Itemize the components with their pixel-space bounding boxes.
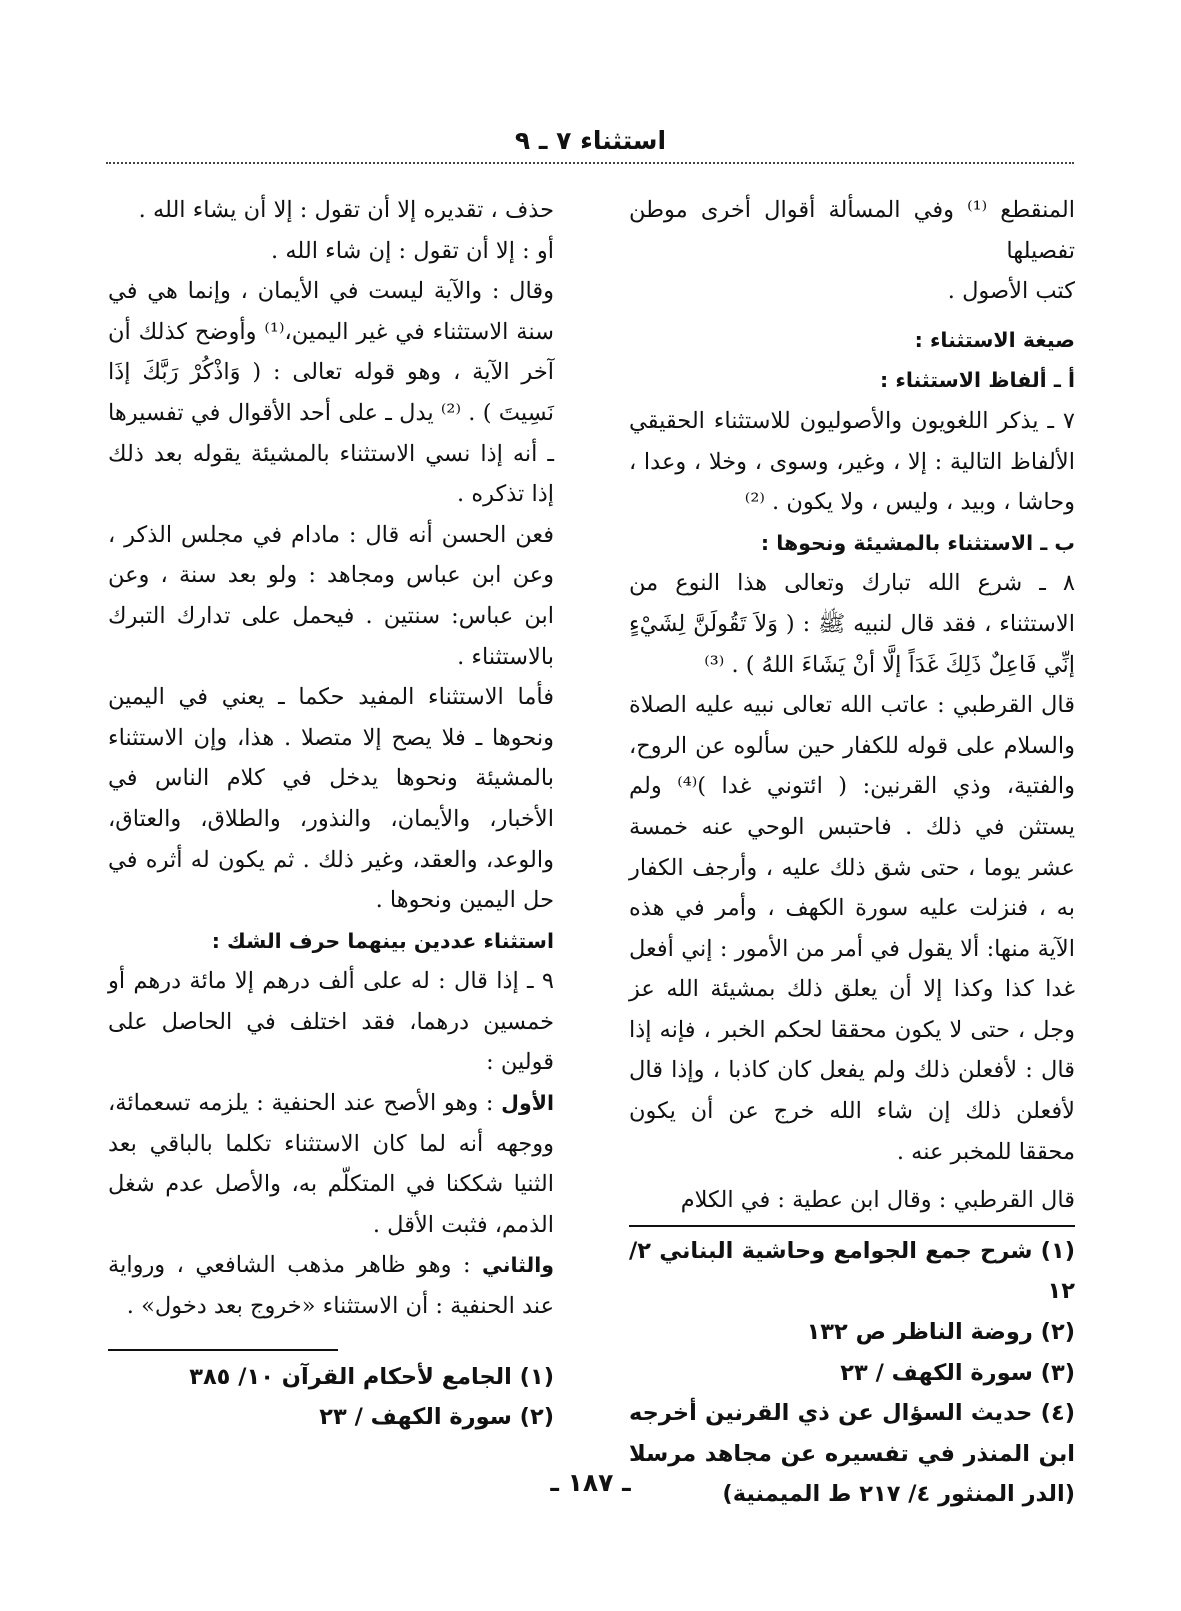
paragraph-text: : وهو الأصح عند الحنفية : يلزمه تسعمائة، ووجهه أنه لما كان الاستثناء تكلما بالباقي بعد الثنيا شككنا في المتكلّم به، والأصل عدم شغل الذمم، فثبت الأقل .	[108, 1090, 554, 1238]
header-dotted-rule	[106, 162, 1074, 164]
section-heading: استثناء عددين بينهما حرف الشك :	[211, 928, 554, 953]
paragraph: أو : إلا أن تقول : إن شاء الله .	[271, 237, 554, 264]
paragraph: كتب الأصول .	[947, 278, 1075, 305]
footnote-rule	[108, 1349, 338, 1351]
paragraph	[108, 1245, 554, 1326]
right-column	[629, 190, 1075, 1515]
paragraph: ٨ ـ شرع الله تبارك وتعالى هذا النوع من الاستثناء ، فقد قال لنبيه ﷺ : ( وَلاَ تَقُولَنَّ لِشَيْءٍ إنِّي فَاعِلٌ ذَلِكَ غَدَاً إلَّا أنْ يَشَاءَ اللهُ ) . ⁽³⁾	[629, 570, 1075, 678]
running-header: استثناء ٧ ـ ٩	[514, 126, 667, 155]
footnote: (١) الجامع لأحكام القرآن ١٠/ ٣٨٥	[189, 1363, 554, 1390]
paragraph: قال القرطبي : عاتب الله تعالى نبيه عليه الصلاة والسلام على قوله للكفار حين سألوه عن الروح، والفتية، وذي القرنين: ( ائتوني غدا )⁽⁴⁾ ولم يستثن في ذلك . فاحتبس الوحي عنه خمسة عشر يوما ، حتى شق ذلك عليه ، وأرجف الكفار به ، فنزلت عليه سورة الكهف ، وأمر في هذه الآية منها: ألا يقول في أمر من الأمور : إني أفعل غدا كذا وكذا إلا أن يعلق ذلك بمشيئة الله عز وجل ، حتى لا يكون محققا لحكم الخبر ، فإنه إذا قال : لأفعلن ذلك ولم يفعل كان كاذبا ، وإذا قال لأفعلن ذلك إن شاء الله خرج عن أن يكون محققا للمخبر عنه .	[629, 692, 1075, 1165]
paragraph: فعن الحسن أنه قال : مادام في مجلس الذكر ، وعن ابن عباس ومجاهد : ولو بعد سنة ، وعن ابن عباس: سنتين . فيحمل على تدارك التبرك بالاستثناء .	[108, 521, 554, 670]
footnote: (٣) سورة الكهف / ٢٣	[840, 1359, 1075, 1386]
paragraph: ٧ ـ يذكر اللغويون والأصوليون للاستثناء الحقيقي الألفاظ التالية : إلا ، وغير، وسوى ، وخلا ، وعدا ، وحاشا ، وبيد ، وليس ، ولا يكون . ⁽²⁾	[629, 407, 1075, 516]
page-number: ـ ١٨٧ ـ	[550, 1468, 631, 1497]
paragraph: حذف ، تقديره إلا أن تقول : إلا أن يشاء الله .	[138, 197, 554, 223]
paragraph-text: : وهو ظاهر مذهب الشافعي ، ورواية عند الحنفية : أن الاستثناء «خروج بعد دخول» .	[108, 1252, 554, 1320]
paragraph: فأما الاستثناء المفيد حكما ـ يعني في اليمين ونحوها ـ فلا يصح إلا متصلا . هذا، وإن الاستثناء بالمشيئة ونحوها يدخل في كلام الناس في الأخبار، والأيمان، والنذور، والطلاق، والعتاق، والوعد، والعقد، وغير ذلك . ثم يكون له أثره في حل اليمين ونحوها .	[108, 684, 554, 914]
footnote-rule	[629, 1225, 1075, 1227]
term-first: الأول	[501, 1091, 554, 1116]
footnote: (٢) روضة الناظر ص ١٣٢	[806, 1319, 1075, 1346]
left-column	[108, 190, 554, 1438]
footnote: (٤) حديث السؤال عن ذي القرنين أخرجه ابن المنذر في تفسيره عن مجاهد مرسلا (الدر المنثور ٤/ ٢١٧ ط الميمنية)	[629, 1400, 1075, 1508]
paragraph	[108, 1083, 554, 1245]
term-second: والثاني	[482, 1253, 554, 1278]
section-heading: ب ـ الاستثناء بالمشيئة ونحوها :	[760, 530, 1075, 555]
section-heading: صيغة الاستثناء :	[914, 327, 1075, 352]
paragraph: قال القرطبي : وقال ابن عطية : في الكلام	[680, 1187, 1075, 1214]
section-heading: أ ـ ألفاظ الاستثناء :	[880, 368, 1075, 393]
paragraph: المنقطع ⁽¹⁾ وفي المسألة أقوال أخرى موطن تفصيلها	[629, 197, 1075, 264]
paragraph: ٩ ـ إذا قال : له على ألف درهم إلا مائة درهم أو خمسين درهما، فقد اختلف في الحاصل على قولين :	[108, 968, 554, 1076]
footnote: (١) شرح جمع الجوامع وحاشية البناني ٢/ ١٢	[629, 1237, 1075, 1305]
footnote: (٢) سورة الكهف / ٢٣	[319, 1404, 554, 1431]
paragraph: وقال : والآية ليست في الأيمان ، وإنما هي في سنة الاستثناء في غير اليمين،⁽¹⁾ وأوضح كذلك أن آخر الآية ، وهو قوله تعالى : ( وَاذْكُرْ رَبَّكَ إذَا نَسِيتَ ) . ⁽²⁾ يدل ـ على أحد الأقوال في تفسيرها ـ أنه إذا نسي الاستثناء بالمشيئة يقوله بعد ذلك إذا تذكره .	[108, 278, 554, 508]
